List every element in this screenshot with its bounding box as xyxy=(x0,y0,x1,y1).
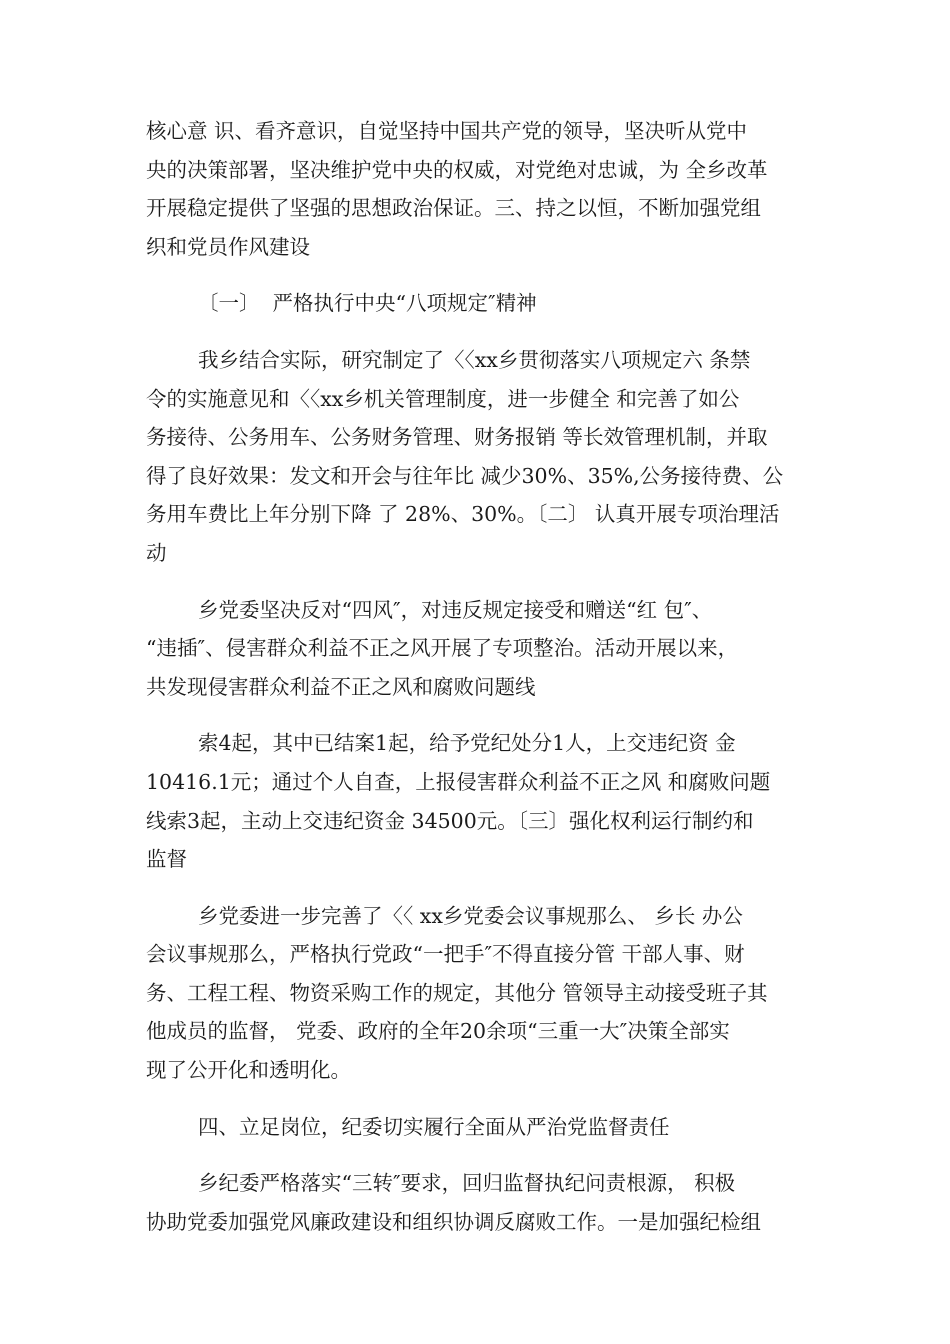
text-line: 他成员的监督， 党委、政府的全年20余项“三重一大″决策全部实 xyxy=(146,1019,730,1044)
text-line: 动 xyxy=(146,540,167,565)
text-line: 监督 xyxy=(146,847,187,872)
text-line: 共发现侵害群众利益不正之风和腐败问题线 xyxy=(146,674,536,699)
section-heading-4 xyxy=(146,1108,814,1147)
text-line: 现了公开化和透明化。 xyxy=(146,1058,351,1083)
text-line: 央的决策部署，坚决维护党中央的权威，对党绝对忠诚，为 全乡改革 xyxy=(146,157,768,182)
text-line: 令的实施意见和〈〈xx乡机关管理制度，进一步健全 和完善了如公 xyxy=(146,386,740,411)
text-line: 索4起，其中已结案1起，给予党纪处分1人，上交违纪资 金 xyxy=(198,731,736,756)
text-line: 会议事规那么，严格执行党政“一把手″不得直接分管 干部人事、财 xyxy=(146,942,745,967)
paragraph-5 xyxy=(146,724,814,878)
text-line: 10416.1元；通过个人自查，上报侵害群众利益不正之风 和腐败问题 xyxy=(146,769,771,794)
text-line: “违插″、侵害群众利益不正之风开展了专项整治。活动开展以来， xyxy=(146,636,739,661)
paragraph-6 xyxy=(146,897,814,1090)
text-line: 开展稳定提供了坚强的思想政治保证。三、持之以恒，不断加强党组 xyxy=(146,196,761,221)
text-line: 织和党员作风建设 xyxy=(146,234,310,259)
text-line: 乡党委坚决反对“四风″，对违反规定接受和赠送“红 包″、 xyxy=(198,597,713,622)
paragraph-8 xyxy=(146,1164,814,1241)
text-line: 线索3起，主动上交违纪资金 34500元。〔三〕强化权利运行制约和 xyxy=(146,808,754,833)
paragraph-3 xyxy=(146,341,814,573)
paragraph-4 xyxy=(146,591,814,707)
text-line: 务接待、公务用车、公务财务管理、财务报销 等长效管理机制，并取 xyxy=(146,425,768,450)
text-line: 得了良好效果：发文和开会与往年比 减少30%、35%,公务接待费、公 xyxy=(146,463,784,488)
document-page xyxy=(146,112,814,1241)
text-line: 协助党委加强党风廉政建设和组织协调反腐败工作。一是加强纪检组 xyxy=(146,1209,761,1234)
text-line: 乡纪委严格落实“三转″要求，回归监督执纪问责根源， 积极 xyxy=(198,1171,736,1196)
section-heading-1 xyxy=(146,284,814,323)
text-line: 乡党委进一步完善了〈〈 xx乡党委会议事规那么、 乡长 办公 xyxy=(198,903,743,928)
text-line: 务用车费比上年分别下降 了 28%、30%。〔二〕 认真开展专项治理活 xyxy=(146,502,780,527)
text-line: 我乡结合实际，研究制定了〈〈xx乡贯彻落实八项规定六 条禁 xyxy=(198,347,751,372)
text-line: 务、工程工程、物资采购工作的规定，其他分 管领导主动接受班子其 xyxy=(146,980,768,1005)
paragraph-1 xyxy=(146,112,814,266)
text-line: 〔一〕 严格执行中央“八项规定″精神 xyxy=(198,291,537,316)
text-line: 四、立足岗位，纪委切实履行全面从严治党监督责任 xyxy=(198,1114,670,1139)
text-line: 核心意 识、看齐意识，自觉坚持中国共产党的领导，坚决听从党中 xyxy=(146,119,748,143)
